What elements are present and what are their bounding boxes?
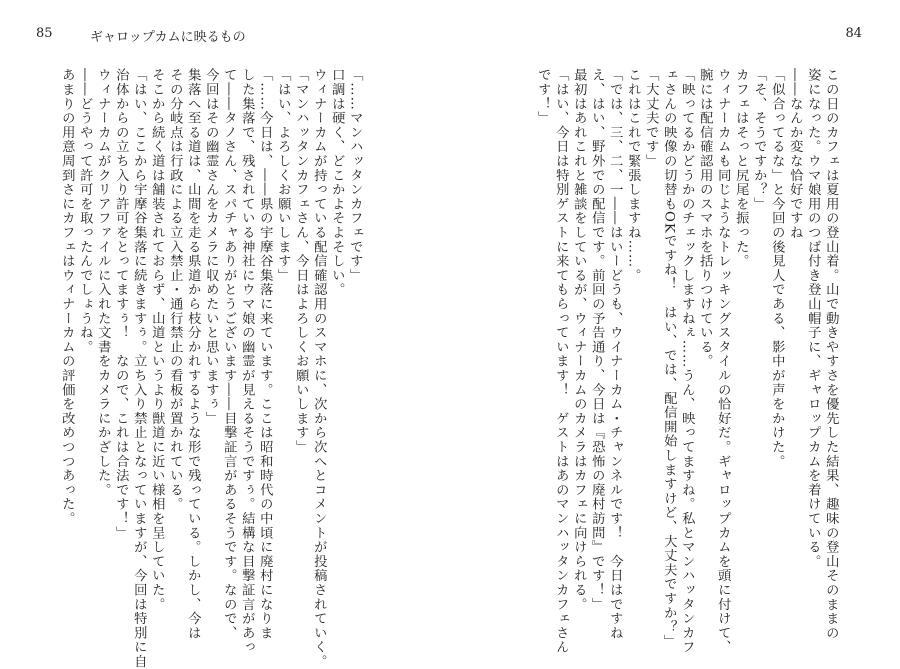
text-column: 口調は硬く、どこかよそよそしい。 [329,68,345,297]
text-column: 今回はその幽霊さんをカメラに収めたいと思いますぅ」 [203,68,219,426]
text-column: ウィナーカムが持っている配信確認用のスマホに、次から次へとコメントが投稿されていく。 [311,68,327,669]
text-column: 「はい、ここから宇摩谷集落に続きますぅ。立ち入り禁止となっていますが、今回は特別に自 [131,68,147,669]
running-title: ギャロップカムに映るもの [90,30,246,45]
text-column: ェさんの映像の切替もOKですね！ はい、では、配信開始しますけど、大丈夫ですか？」 [661,68,677,649]
text-column: カフェはそっと尻尾を振った。 [733,68,749,269]
text-column: え、はい、野外での配信です。前回の予告通り、今日は『恐怖の廃村訪問』です！」 [589,68,605,612]
page-number: 84 [845,26,862,41]
text-column: 「マンハッタンカフェさん、今日はよろしくお願いします」 [293,68,309,455]
right-page [450,0,900,655]
text-column: 姿になった。ウマ娘用のつば付き登山帽子に、ギャロップカムを着けている。 [805,68,821,569]
text-column: そこから続く道は舗装されておらず、山道というより獣道に近い様相を呈していた。 [149,68,165,612]
text-column: あまりの用意周到さにカフェはウィナーカムの評価を改めつつあった。 [59,68,75,526]
page-number: 85 [36,26,53,41]
text-column: 「……今日は、――県の宇摩谷集落に来ています。ここは昭和時代の中頃に廃村になりま [257,68,273,640]
text-column: 「映ってるかどうかのチェックしますねぇ……うん、映ってますね。私とマンハッタンカフ [679,68,695,655]
text-column: 最初はあれこれと雑談をしているが、ウィナーカムのカメラはカフェに向けられる。 [571,68,587,612]
text-column: 「似合ってるな」と今回の後見人である、影中が声をかけた。 [769,68,785,469]
text-column: この日のカフェは夏用の登山着。山で動きやすさを優先した結果、趣味の登山そのままの [823,68,839,640]
text-column: その分岐点は行政による立入禁止・通行禁止の看板が置かれている。 [167,68,183,512]
text-column: 集落へ至る道は、山間を走る県道から枝分かれするような形で残っている。しかし、今は [185,68,201,640]
text-column: て――タノさん、スパチャありがとうございます――目撃証言があるそうです。なので、 [221,68,237,640]
text-column: 治体からの立ち入り許可をとってますぅ！ なので、これは合法です！」 [113,68,129,540]
text-column: ――どうやって許可を取ったんでしょうね。 [77,68,93,354]
text-column: した集落で、残されている神社にウマ娘の幽霊が見えるそうですぅ。結構な目撃証言があっ [239,68,255,655]
text-column: 腕には配信確認用のスマホを括りつけている。 [697,68,713,369]
text-column: ――なんか変な恰好ですね [787,68,803,240]
text-column: 「では、三、二、一――はいーどうも、ウイナーカム・チャンネルです！ 今日はですね [607,68,623,640]
text-column: 「そ、そうですか？」 [751,68,767,211]
text-column: これはこれで緊張しますね……。 [625,68,641,283]
text-column: 「……マンハッタンカフェです」 [347,68,363,283]
text-column: 「大丈夫です」 [643,68,659,169]
text-column: ウィナーカムがクリアファイルに入れた文書をカメラにかざした。 [95,68,111,497]
text-column: 「はい、今日は特別ゲストに来てもらっています！ ゲストはあのマンハッタンカフェさん [553,68,569,655]
text-column: です！」 [535,68,551,126]
text-column: 「はい、よろしくお願いします」 [275,68,291,283]
text-column: ウィナーカムも同じようなトレッキングスタイルの恰好だ。ギャロップカムを頭に付けて、 [715,68,731,655]
